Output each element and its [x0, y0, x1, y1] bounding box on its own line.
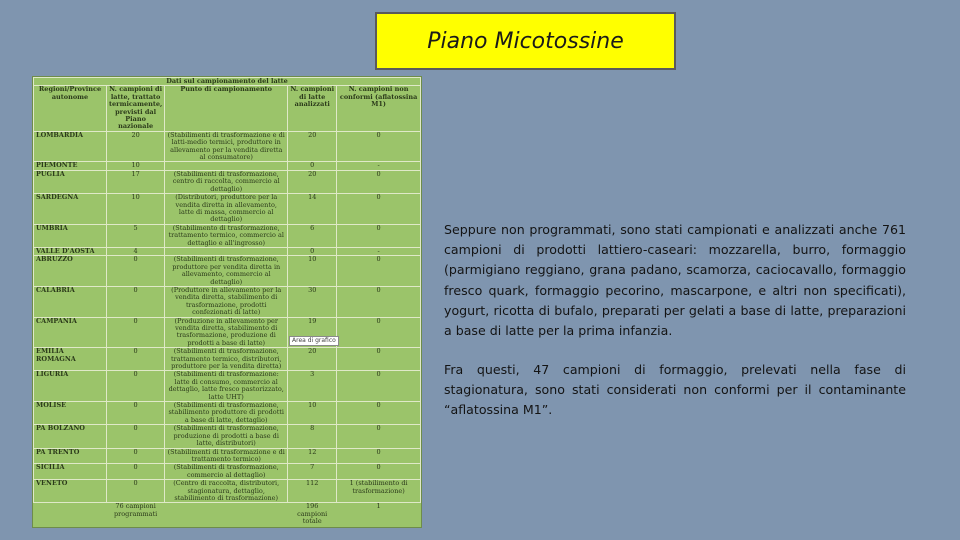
cell-planned: 0	[107, 425, 165, 448]
cell-non-compliant: 0	[337, 448, 421, 464]
slide-title: Piano Micotossine	[375, 12, 676, 70]
cell-planned: 0	[107, 464, 165, 480]
table-row	[34, 224, 421, 247]
table-row	[34, 448, 421, 464]
table-row	[34, 286, 421, 317]
cell-analyzed: 19	[288, 317, 337, 348]
sampling-table	[33, 77, 421, 527]
table-total-row	[34, 503, 421, 526]
table-header-row	[34, 86, 421, 131]
cell-point: (Stabilimenti di trasformazione, produttore per vendita diretta in allevamento, commercio al dettaglio)	[165, 256, 288, 287]
cell-analyzed: 10	[288, 256, 337, 287]
cell-region: SICILIA	[34, 464, 107, 480]
cell-analyzed: 3	[288, 371, 337, 402]
cell-planned: 0	[107, 286, 165, 317]
cell-non-compliant: 0	[337, 170, 421, 193]
cell-analyzed: 20	[288, 170, 337, 193]
cell-region: LIGURIA	[34, 371, 107, 402]
header-non-compliant: N. campioni non conformi (aflatossina M1)	[337, 86, 421, 131]
cell-non-compliant: 0	[337, 224, 421, 247]
cell-region: LOMBARDIA	[34, 131, 107, 162]
cell-planned: 0	[107, 480, 165, 503]
table-row	[34, 480, 421, 503]
cell-non-compliant: 0	[337, 371, 421, 402]
cell-point: (Stabilimenti di trasformazione e di latti-medio termici, produttore in allevamento per la vendita diretta al consumatore)	[165, 131, 288, 162]
cell-region: SARDEGNA	[34, 194, 107, 225]
total-blank	[34, 503, 107, 526]
cell-non-compliant: 0	[337, 464, 421, 480]
cell-region: VALLE D'AOSTA	[34, 247, 107, 255]
cell-analyzed: 112	[288, 480, 337, 503]
header-point: Punto di campionamento	[165, 86, 288, 131]
cell-non-compliant: -	[337, 162, 421, 170]
cell-analyzed: 8	[288, 425, 337, 448]
sampling-table-image	[32, 76, 422, 528]
cell-analyzed: 30	[288, 286, 337, 317]
cell-non-compliant: 0	[337, 131, 421, 162]
cell-analyzed: 20	[288, 348, 337, 371]
table-row	[34, 402, 421, 425]
cell-point: (Stabilimenti di trasformazione, centro di raccolta, commercio al dettaglio)	[165, 170, 288, 193]
cell-planned: 4	[107, 247, 165, 255]
cell-region: PA TRENTO	[34, 448, 107, 464]
cell-analyzed: 7	[288, 464, 337, 480]
table-body	[34, 131, 421, 503]
table-row	[34, 348, 421, 371]
header-planned: N. campioni di latte, trattato termicamente, previsti dal Piano nazionale	[107, 86, 165, 131]
table-row	[34, 131, 421, 162]
table-row	[34, 170, 421, 193]
cell-non-compliant: 0	[337, 317, 421, 348]
cell-region: PIEMONTE	[34, 162, 107, 170]
cell-planned: 0	[107, 371, 165, 402]
cell-planned: 10	[107, 162, 165, 170]
table-row	[34, 464, 421, 480]
total-analyzed: 196 campioni totale	[288, 503, 337, 526]
cell-point: (Stabilimento di trasformazione, trattamento termico, commercio al dettaglio e all'ingrosso)	[165, 224, 288, 247]
table-row	[34, 256, 421, 287]
cell-planned: 10	[107, 194, 165, 225]
cell-point: (Stabilimenti di trasformazione, trattamento termico, distributori, produttore per la vendita diretta)	[165, 348, 288, 371]
cell-planned: 0	[107, 448, 165, 464]
table-caption: Dati sul campionamento del latte	[34, 78, 421, 86]
cell-point: (Distributori, produttore per la vendita diretta in allevamento, latte di massa, commercio al dettaglio)	[165, 194, 288, 225]
cell-non-compliant: 1 (stabilimento di trasformazione)	[337, 480, 421, 503]
table-row	[34, 194, 421, 225]
cell-planned: 0	[107, 348, 165, 371]
cell-planned: 20	[107, 131, 165, 162]
cell-planned: 0	[107, 256, 165, 287]
cell-analyzed: 14	[288, 194, 337, 225]
cell-point: (Produzione in allevamento per vendita diretta, stabilimento di trasformazione, produzione di prodotti a base di latte)	[165, 317, 288, 348]
header-region: Regioni/Province autonome	[34, 86, 107, 131]
cell-region: ABRUZZO	[34, 256, 107, 287]
cell-point: (Stabilimenti di trasformazione: latte di consumo, commercio al dettaglio, latte fresco pastorizzato, latte UHT)	[165, 371, 288, 402]
body-paragraph-non-compliant: Fra questi, 47 campioni di formaggio, prelevati nella fase di stagionatura, sono stati considerati non conformi per il contaminante “aflatossina M1”.	[444, 362, 906, 418]
cell-planned: 0	[107, 402, 165, 425]
table-row	[34, 371, 421, 402]
cell-analyzed: 0	[288, 247, 337, 255]
cell-region: CAMPANIA	[34, 317, 107, 348]
cell-non-compliant: 0	[337, 194, 421, 225]
cell-planned: 5	[107, 224, 165, 247]
chart-area-tooltip: Area di grafico	[289, 336, 339, 346]
cell-non-compliant: 0	[337, 286, 421, 317]
cell-non-compliant: 0	[337, 402, 421, 425]
cell-region: PA BOLZANO	[34, 425, 107, 448]
cell-region: UMBRIA	[34, 224, 107, 247]
cell-point: (Stabilimenti di trasformazione, commercio al dettaglio)	[165, 464, 288, 480]
cell-non-compliant: 0	[337, 425, 421, 448]
cell-point: (Stabilimenti di trasformazione e di trattamento termico)	[165, 448, 288, 464]
cell-point: (Stabilimenti di trasformazione, stabilimento produttore di prodotti a base di latte, dettaglio)	[165, 402, 288, 425]
table-row	[34, 425, 421, 448]
total-non-compliant: 1	[337, 503, 421, 526]
cell-point: (Produttore in allevamento per la vendita diretta, stabilimento di trasformazione, prodotti confezionati di latte)	[165, 286, 288, 317]
cell-region: PUGLIA	[34, 170, 107, 193]
cell-planned: 0	[107, 317, 165, 348]
cell-region: VENETO	[34, 480, 107, 503]
total-planned: 76 campioni programmati	[107, 503, 165, 526]
cell-analyzed: 10	[288, 402, 337, 425]
cell-region: EMILIA ROMAGNA	[34, 348, 107, 371]
total-blank-point	[165, 503, 288, 526]
cell-planned: 17	[107, 170, 165, 193]
table-row	[34, 317, 421, 348]
cell-region: MOLISE	[34, 402, 107, 425]
cell-region: CALABRIA	[34, 286, 107, 317]
body-paragraph-samples: Seppure non programmati, sono stati campionati e analizzati anche 761 campioni di prodotti lattiero-caseari: mozzarella, burro, formaggio (parmigiano reggiano, grana padano, scamorza, caciocavallo, formaggio fresco quark, formaggio pecorino, mascarpone, e altri non specificati), yogurt, ricotta di bufalo, preparati per gelati a base di latte, preparazioni a base di latte per la prima infanzia.	[444, 222, 906, 339]
cell-analyzed: 0	[288, 162, 337, 170]
cell-non-compliant: 0	[337, 348, 421, 371]
cell-analyzed: 12	[288, 448, 337, 464]
cell-point: (Stabilimenti di trasformazione, produzione di prodotti a base di latte, distributori)	[165, 425, 288, 448]
cell-non-compliant: -	[337, 247, 421, 255]
cell-non-compliant: 0	[337, 256, 421, 287]
header-analyzed: N. campioni di latte analizzati	[288, 86, 337, 131]
cell-point: (Centro di raccolta, distributori, stagionatura, dettaglio, stabilimento di trasformazione)	[165, 480, 288, 503]
cell-analyzed: 6	[288, 224, 337, 247]
cell-analyzed: 20	[288, 131, 337, 162]
